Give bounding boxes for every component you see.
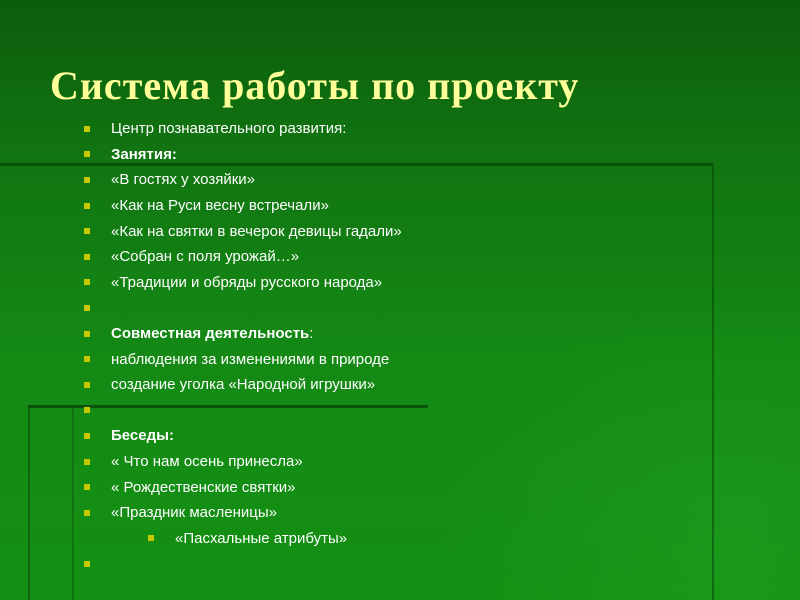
bullet-item xyxy=(84,244,402,270)
bullet-text: Беседы: xyxy=(111,427,174,445)
bullet-text: «Пасхальные атрибуты» xyxy=(175,529,348,547)
bullet-text: Совместная деятельность: xyxy=(111,325,314,343)
slide-title: Система работы по проекту xyxy=(50,63,580,108)
bullet-item xyxy=(84,398,402,424)
bullet-square-icon xyxy=(84,382,90,388)
bullet-text: Занятия: xyxy=(111,145,177,163)
bullet-text: «В гостях у хозяйки» xyxy=(111,171,255,189)
bullet-square-icon xyxy=(84,177,90,183)
bullet-item xyxy=(84,167,402,193)
bullet-item xyxy=(84,346,402,372)
bullet-square-icon xyxy=(84,407,90,413)
bullet-square-icon xyxy=(84,279,90,285)
bullet-item xyxy=(84,474,402,500)
bullet-square-icon xyxy=(84,459,90,465)
bullet-square-icon xyxy=(84,331,90,337)
bullet-item xyxy=(84,295,402,321)
bullet-item xyxy=(84,449,402,475)
bullet-item xyxy=(84,116,402,142)
bullet-text: «Праздник масленицы» xyxy=(111,504,277,522)
bullet-square-icon xyxy=(84,433,90,439)
bullet-square-icon xyxy=(84,151,90,157)
bullet-item xyxy=(84,423,402,449)
decor-line xyxy=(72,405,74,600)
bullet-text: «Собран с поля урожай…» xyxy=(111,248,300,266)
bullet-text: создание уголка «Народной игрушки» xyxy=(111,376,376,394)
bullet-text: «Как на святки в вечерок девицы гадали» xyxy=(111,222,402,240)
bullet-item xyxy=(84,526,402,552)
bullet-item xyxy=(84,551,402,577)
bullet-text-bold: Совместная деятельность xyxy=(111,325,310,343)
bullet-square-icon xyxy=(84,126,90,132)
bullet-item xyxy=(84,500,402,526)
bullet-square-icon xyxy=(84,356,90,362)
bullet-square-icon xyxy=(84,228,90,234)
bullet-item xyxy=(84,321,402,347)
bullet-item xyxy=(84,142,402,168)
bullet-square-icon xyxy=(84,305,90,311)
bullet-text: « Рождественские святки» xyxy=(111,478,296,496)
bullet-item xyxy=(84,193,402,219)
bullet-text: « Что нам осень принесла» xyxy=(111,453,303,471)
bullet-square-icon xyxy=(84,203,90,209)
bullet-square-icon xyxy=(148,535,154,541)
background-glow xyxy=(440,300,800,600)
bullet-text: наблюдения за изменениями в природе xyxy=(111,350,390,368)
bullet-square-icon xyxy=(84,510,90,516)
bullet-text: «Традиции и обряды русского народа» xyxy=(111,273,383,291)
bullet-text: «Как на Руси весну встречали» xyxy=(111,197,329,215)
bullet-square-icon xyxy=(84,484,90,490)
decor-line xyxy=(712,163,714,600)
bullet-text: Центр познавательного развития: xyxy=(111,120,347,138)
bullet-item xyxy=(84,218,402,244)
bullet-item xyxy=(84,372,402,398)
bullet-square-icon xyxy=(84,561,90,567)
decor-line xyxy=(28,405,30,600)
bullet-square-icon xyxy=(84,254,90,260)
bullet-list xyxy=(84,116,402,577)
bullet-item xyxy=(84,270,402,296)
